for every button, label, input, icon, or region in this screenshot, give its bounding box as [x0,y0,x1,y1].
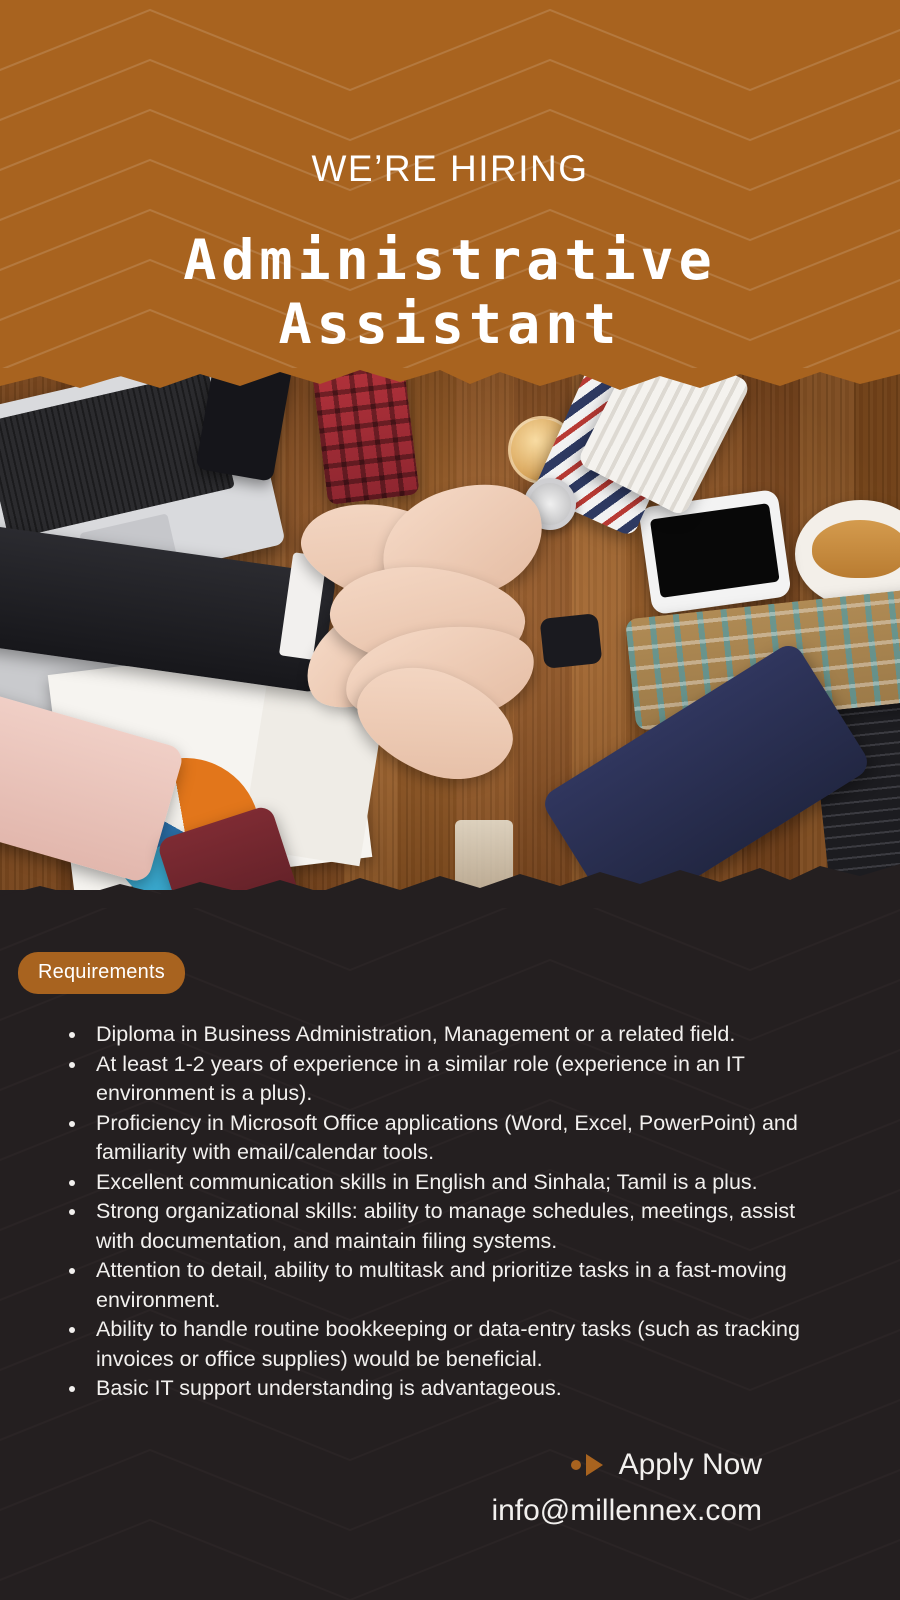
torn-edge-bottom [0,862,900,908]
list-item: • At least 1-2 years of experience in a similar role (experience in an IT environment is a plus). [88,1050,810,1109]
smartwatch-icon [540,613,603,669]
white-phone-icon [638,489,792,615]
apply-now-button[interactable] [571,1448,762,1482]
hiring-eyebrow: WE’RE HIRING [311,148,589,189]
contact-email[interactable]: info@millennex.com [491,1494,762,1527]
requirements-list [70,1020,810,1404]
requirements-badge: Requirements [18,952,185,994]
list-item: • Excellent communication skills in English and Sinhala; Tamil is a plus. [88,1168,810,1198]
croissant-icon [812,520,900,578]
list-item: • Strong organizational skills: ability to manage schedules, meetings, assist with documentation, and maintain filing systems. [88,1197,810,1256]
list-item: • Ability to handle routine bookkeeping or data-entry tasks (such as tracking invoices or office supplies) would be beneficial. [88,1315,810,1374]
torn-edge-top [0,368,900,414]
list-item: • Basic IT support understanding is advantageous. [88,1374,810,1404]
apply-now-label: Apply Now [618,1448,762,1481]
list-item: • Proficiency in Microsoft Office applications (Word, Excel, PowerPoint) and familiarity with email/calendar tools. [88,1109,810,1168]
page-title: Administrative Assistant [183,228,717,356]
list-item: • Attention to detail, ability to multitask and prioritize tasks in a fast-moving environment. [88,1256,810,1315]
play-arrow-icon [571,1454,603,1476]
team-hands-photo [0,368,900,908]
header-banner [0,0,900,392]
list-item: • Diploma in Business Administration, Management or a related field. [88,1020,810,1050]
